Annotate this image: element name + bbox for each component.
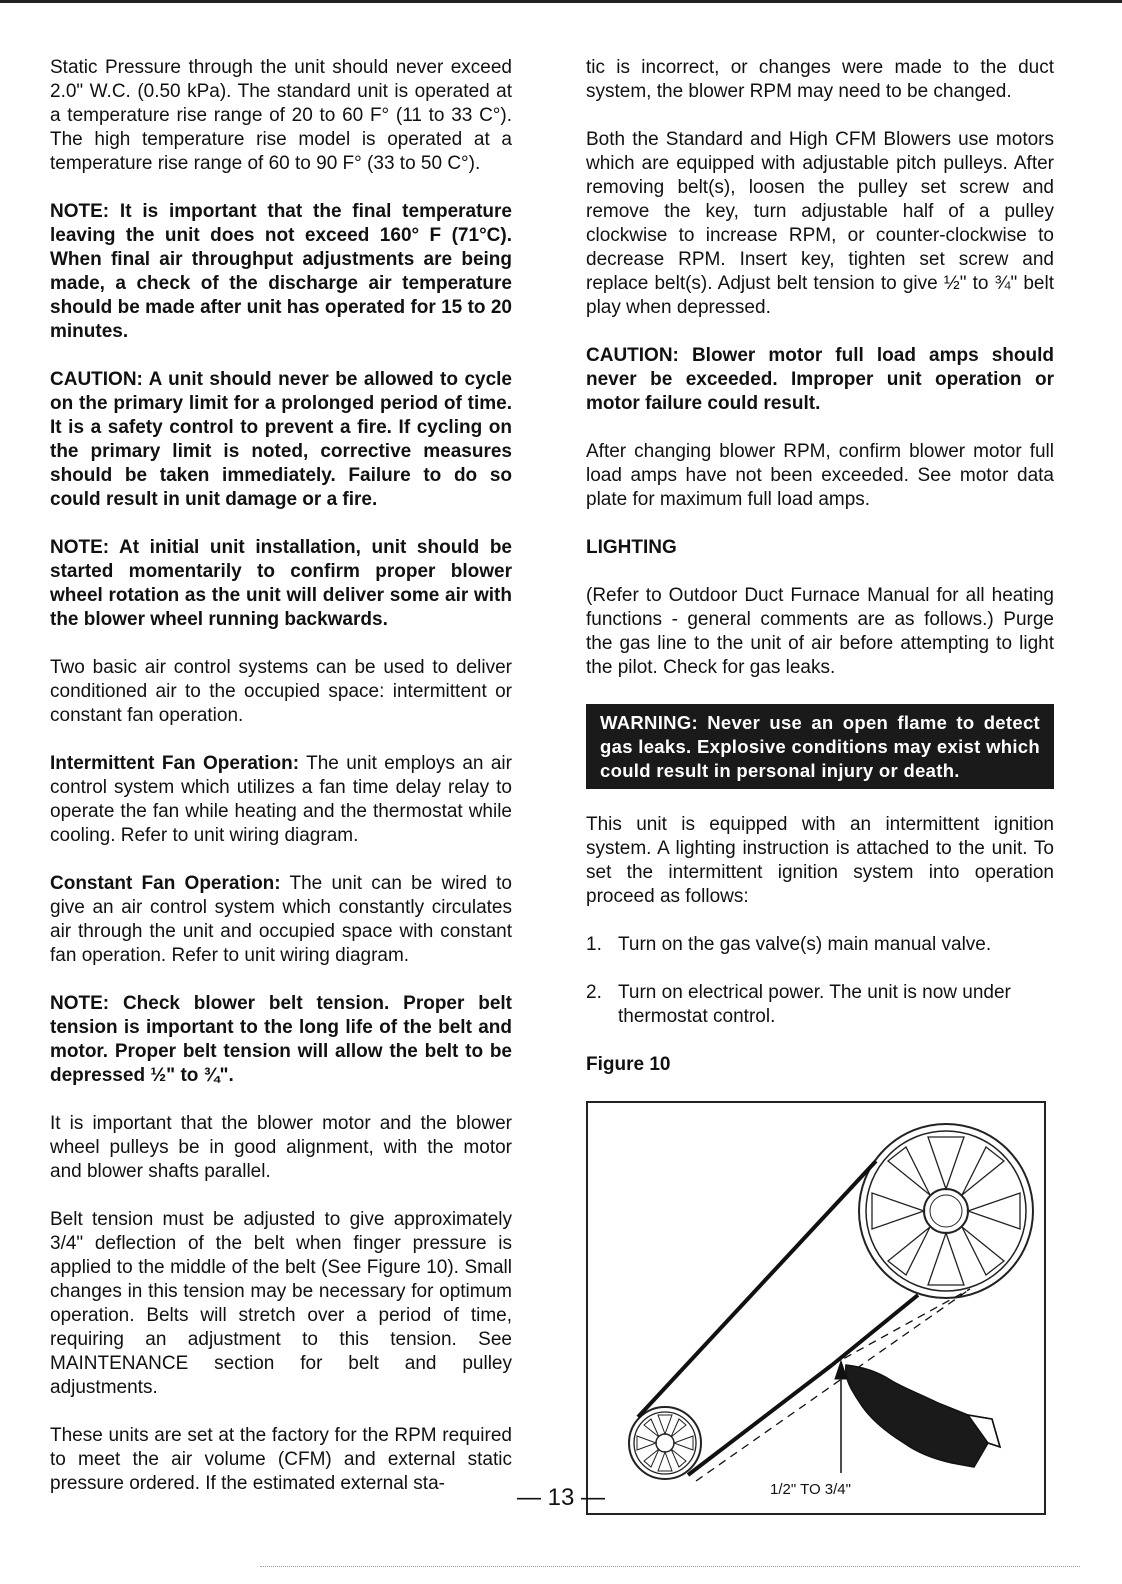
intermittent-fan-paragraph <box>50 752 512 848</box>
caution-full-load-amps: CAUTION: Blower motor full load amps should never be exceeded. Improper unit operation or motor failure could result. <box>586 345 1054 414</box>
step-1 <box>586 933 1054 957</box>
bottom-rule <box>260 1566 1080 1568</box>
belt-diagram-illustration <box>588 1103 1044 1513</box>
left-column <box>50 56 512 1520</box>
blower-pulley <box>859 1124 1033 1298</box>
step-number: 1. <box>586 934 602 955</box>
adjustable-pulley-paragraph: Both the Standard and High CFM Blowers use motors which are equipped with adjustable pitch pulleys. After removing belt(s), loosen the pulley set screw and remove the key, turn adjustable half of a pulley clockwise to increase RPM, or counter-clockwise to decrease RPM. Insert key, tighten set screw and replace belt(s). Adjust belt tension to give ½" to ¾" belt play when depressed. <box>586 129 1054 318</box>
lighting-intro-paragraph: (Refer to Outdoor Duct Furnace Manual for all heating functions - general comments are as follows.) Purge the gas line to the unit of air before attempting to light the pilot. Check for gas leaks. <box>586 585 1054 678</box>
drive-belt <box>638 1161 918 1475</box>
belt-tension-figure <box>586 1101 1046 1515</box>
lighting-heading: LIGHTING <box>586 537 677 558</box>
right-column <box>586 56 1054 1515</box>
constant-fan-text: The unit can be wired to give an air control system which constantly circulates air through the unit and occupied space with constant fan operation. Refer to unit wiring diagram. <box>50 873 512 966</box>
belt-deflection-paragraph: Belt tension must be adjusted to give approximately 3/4" deflection of the belt when finger pressure is applied to the middle of the belt (See Figure 10). Small changes in this tension may be necessary for optimum operation. Belts will stretch over a period of time, requiring an adjustment to this tension. See MAINTENANCE section for belt and pulley adjustments. <box>50 1209 512 1398</box>
step-text: Turn on the gas valve(s) main manual valve. <box>618 934 992 955</box>
step-text: Turn on electrical power. The unit is now under thermostat control. <box>618 982 1011 1027</box>
static-continued-paragraph: tic is incorrect, or changes were made to the duct system, the blower RPM may need to be changed. <box>586 57 1054 102</box>
note-belt-tension: NOTE: Check blower belt tension. Proper belt tension is important to the long life of the belt and motor. Proper belt tension will allow the belt to be depressed ½" to ¾". <box>50 993 512 1086</box>
constant-fan-label: Constant Fan Operation: <box>50 873 281 894</box>
intermittent-fan-label: Intermittent Fan Operation: <box>50 753 300 774</box>
step-2 <box>586 981 1054 1029</box>
air-control-systems-paragraph: Two basic air control systems can be used to deliver conditioned air to the occupied space: intermittent or constant fan operation. <box>50 657 512 726</box>
constant-fan-paragraph <box>50 872 512 968</box>
ignition-system-paragraph: This unit is equipped with an intermittent ignition system. A lighting instruction is attached to the unit. To set the intermittent ignition system into operation proceed as follows: <box>586 814 1054 907</box>
confirm-amps-paragraph: After changing blower RPM, confirm blower motor full load amps have not been exceeded. See motor data plate for maximum full load amps. <box>586 441 1054 510</box>
figure-label: Figure 10 <box>586 1054 671 1075</box>
top-rule <box>0 0 1122 3</box>
step-number: 2. <box>586 982 602 1003</box>
page-number: — 13 — <box>516 1484 606 1511</box>
pulley-alignment-paragraph: It is important that the blower motor and the blower wheel pulleys be in good alignment, with the motor and blower shafts parallel. <box>50 1113 512 1182</box>
note-initial-installation: NOTE: At initial unit installation, unit should be started momentarily to confirm proper blower wheel rotation as the unit will deliver some air with the blower wheel running backwards. <box>50 537 512 630</box>
static-pressure-paragraph: Static Pressure through the unit should never exceed 2.0" W.C. (0.50 kPa). The standard unit is operated at a temperature rise range of 20 to 60 F° (11 to 33 C°). The high temperature rise model is operated at a temperature rise range of 60 to 90 F° (33 to 50 C°). <box>50 57 512 174</box>
factory-rpm-paragraph: These units are set at the factory for the RPM required to meet the air volume (CFM) and external static pressure ordered. If the estimated external sta- <box>50 1425 512 1494</box>
deflection-arrow <box>835 1361 847 1473</box>
hand-illustration <box>846 1365 1000 1467</box>
caution-primary-limit: CAUTION: A unit should never be allowed to cycle on the primary limit for a prolonged period of time. It is a safety control to prevent a fire. If cycling on the primary limit is noted, corrective measures should be taken immediately. Failure to do so could result in unit damage or a fire. <box>50 369 512 510</box>
note-final-temperature: NOTE: It is important that the final temperature leaving the unit does not exceed 160° F (71°C). When final air throughput adjustments are being made, a check of the discharge air temperature should be made after unit has operated for 15 to 20 minutes. <box>50 201 512 342</box>
intermittent-fan-text: The unit employs an air control system which utilizes a fan time delay relay to operate the fan while heating and the thermostat while cooling. Refer to unit wiring diagram. <box>50 753 512 846</box>
warning-box: WARNING: Never use an open flame to detect gas leaks. Explosive conditions may exist which could result in personal injury or death. <box>586 704 1054 789</box>
figure-caption: 1/2" TO 3/4" <box>770 1481 851 1498</box>
